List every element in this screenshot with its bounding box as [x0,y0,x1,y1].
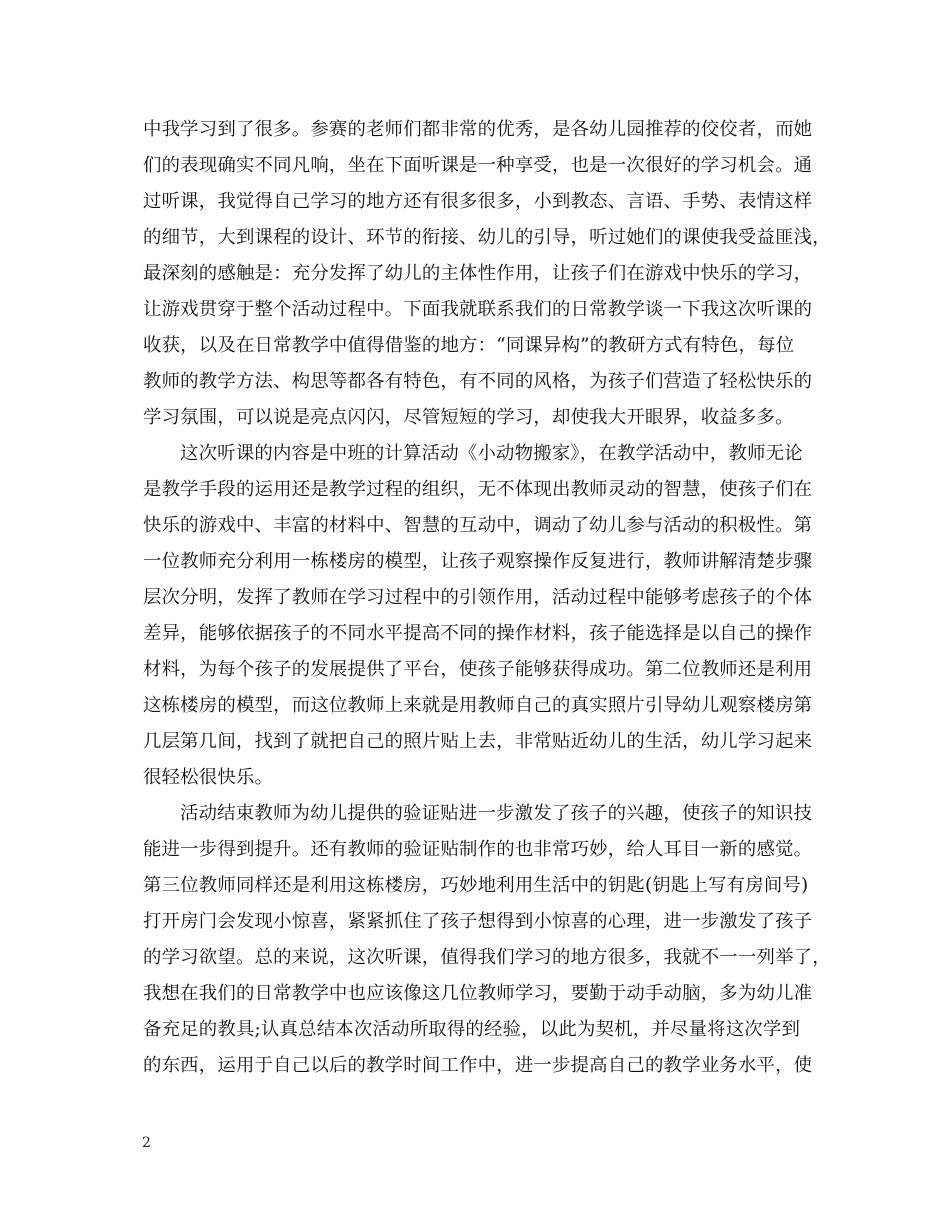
text-line: 们的表现确实不同凡响，坐在下面听课是一种享受，也是一次很好的学习机会。通 [143,155,813,176]
text-line: 备充足的教具;认真总结本次活动所取得的经验，以此为契机，并尽量将这次学到 [143,1019,801,1040]
body-text [143,112,833,1084]
text-line: 第三位教师同样还是利用这栋楼房，巧妙地利用生活中的钥匙(钥匙上写有房间号) [143,875,809,896]
text-line: 我想在我们的日常教学中也应该像这几位教师学习，要勤于动手动脑，多为幼儿准 [143,983,813,1004]
text-line: 是教学手段的运用还是教学过程的组织，无不体现出教师灵动的智慧，使孩子们在 [143,479,813,500]
text-line: 中我学习到了很多。参赛的老师们都非常的优秀，是各幼儿园推荐的佼佼者，而她 [143,119,813,140]
text-line: 一位教师充分利用一栋楼房的模型，让孩子观察操作反复进行，教师讲解清楚步骤 [143,551,813,572]
text-line: 让游戏贯穿于整个活动过程中。下面我就联系我们的日常教学谈一下我这次听课的 [143,299,813,320]
text-line: 教师的教学方法、构思等都各有特色，有不同的风格，为孩子们营造了轻松快乐的 [143,371,813,392]
text-line: 的学习欲望。总的来说，这次听课，值得我们学习的地方很多，我就不一一列举了， [143,947,831,968]
text-line: 活动结束教师为幼儿提供的验证贴进一步激发了孩子的兴趣，使孩子的知识技 [180,803,813,824]
text-line: 收获，以及在日常教学中值得借鉴的地方：“同课异构”的教研方式有特色，每位 [143,335,795,356]
text-line: 学习氛围，可以说是亮点闪闪，尽管短短的学习，却使我大开眼界，收益多多。 [143,407,794,428]
text-line: 的细节，大到课程的设计、环节的衔接、幼儿的引导，听过她们的课使我受益匪浅， [143,227,831,248]
text-line: 的东西，运用于自己以后的教学时间工作中，进一步提高自己的教学业务水平，使 [143,1055,813,1076]
text-line: 打开房门会发现小惊喜，紧紧抓住了孩子想得到小惊喜的心理，进一步激发了孩子 [143,911,813,932]
text-line: 最深刻的感触是：充分发挥了幼儿的主体性作用，让孩子们在游戏中快乐的学习， [143,263,813,284]
page-number: 2 [142,1135,151,1151]
text-line: 几层第几间，找到了就把自己的照片贴上去，非常贴近幼儿的生活，幼儿学习起来 [143,731,813,752]
text-line: 这次听课的内容是中班的计算活动《小动物搬家》，在教学活动中，教师无论 [180,443,803,464]
text-line: 快乐的游戏中、丰富的材料中、智慧的互动中，调动了幼儿参与活动的积极性。第 [143,515,813,536]
text-line: 材料，为每个孩子的发展提供了平台，使孩子能够获得成功。第二位教师还是利用 [143,659,813,680]
text-line: 这栋楼房的模型，而这位教师上来就是用教师自己的真实照片引导幼儿观察楼房第 [143,695,813,716]
text-line: 很轻松很快乐。 [143,767,274,788]
text-line: 能进一步得到提升。还有教师的验证贴制作的也非常巧妙，给人耳目一新的感觉。 [143,839,813,860]
text-line: 差异，能够依据孩子的不同水平提高不同的操作材料，孩子能选择是以自己的操作 [143,623,813,644]
text-line: 层次分明，发挥了教师在学习过程中的引领作用，活动过程中能够考虑孩子的个体 [143,587,813,608]
text-line: 过听课，我觉得自己学习的地方还有很多很多，小到教态、言语、手势、表情这样 [143,191,813,212]
